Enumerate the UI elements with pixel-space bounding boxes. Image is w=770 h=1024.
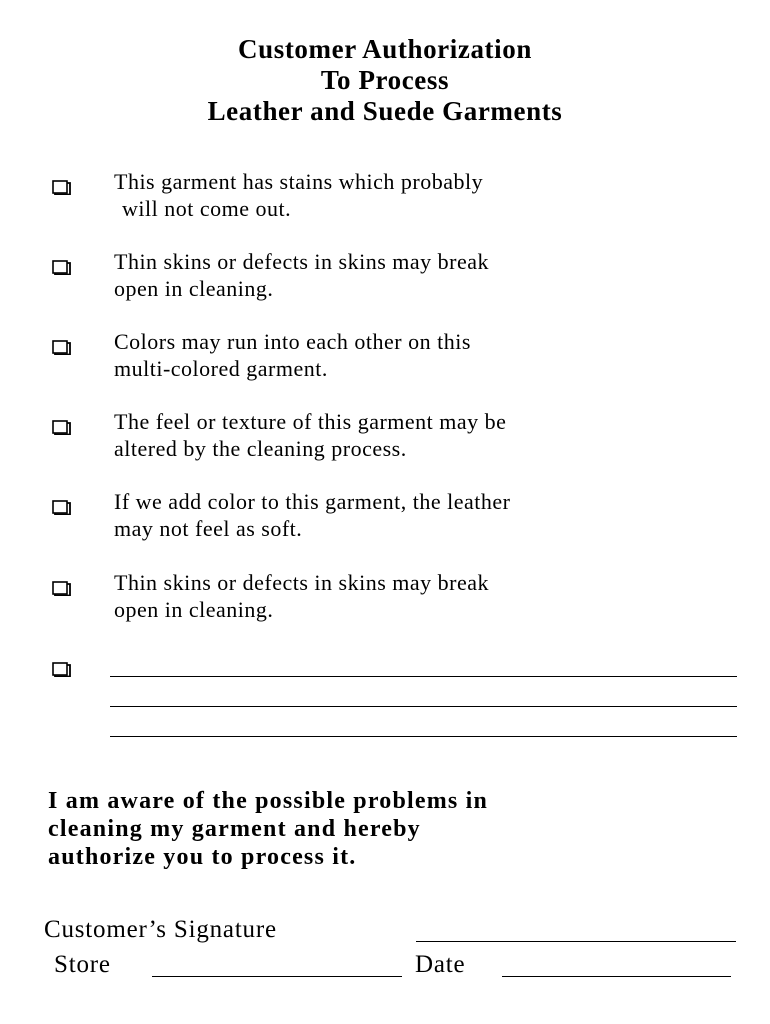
item-line-1: Thin skins or defects in skins may break (114, 570, 489, 595)
checklist-item-text (114, 488, 510, 542)
customer-signature-label: Customer’s Signature (44, 916, 277, 943)
item-line-2: open in cleaning. (114, 276, 274, 301)
checklist-item (0, 328, 770, 388)
item-line-1: The feel or texture of this garment may be (114, 409, 507, 434)
checklist-item (0, 569, 770, 629)
statement-line-2: cleaning my garment and hereby (48, 816, 421, 842)
item-line-2: multi-colored garment. (114, 356, 328, 381)
item-line-2: open in cleaning. (114, 597, 274, 622)
item-line-2: altered by the cleaning process. (114, 436, 407, 461)
store-field[interactable] (152, 976, 402, 977)
title-line-2: To Process (320, 65, 450, 95)
checkbox-icon[interactable] (52, 500, 71, 515)
write-in-line-1[interactable] (110, 676, 737, 677)
checkbox-icon[interactable] (52, 662, 71, 677)
checklist-item (0, 168, 770, 228)
checklist-item (0, 488, 770, 548)
checklist-item-text (114, 569, 489, 623)
checklist-item-text (114, 328, 471, 382)
item-line-1: Thin skins or defects in skins may break (114, 249, 489, 274)
checkbox-icon[interactable] (52, 420, 71, 435)
date-label: Date (415, 951, 466, 978)
checklist-item-text (114, 408, 506, 462)
checkbox-icon[interactable] (52, 340, 71, 355)
write-in-line-2[interactable] (110, 706, 737, 707)
title-line-3: Leather and Suede Garments (207, 96, 563, 126)
checkbox-icon[interactable] (52, 260, 71, 275)
store-label: Store (54, 951, 111, 978)
checklist-item (0, 248, 770, 308)
checkbox-icon[interactable] (52, 581, 71, 596)
checklist-item-text (114, 168, 483, 222)
customer-signature-field[interactable] (416, 941, 736, 942)
checklist-item (0, 408, 770, 468)
authorization-statement (48, 787, 488, 871)
checkbox-icon[interactable] (52, 180, 71, 195)
statement-line-3: authorize you to process it. (48, 844, 357, 870)
date-field[interactable] (502, 976, 731, 977)
item-line-2: will not come out. (122, 196, 292, 221)
item-line-1: This garment has stains which probably (114, 169, 484, 194)
title-line-1: Customer Authorization (238, 34, 532, 64)
checklist-item-other (0, 655, 770, 745)
item-line-2: may not feel as soft. (114, 516, 303, 541)
write-in-line-3[interactable] (110, 736, 737, 737)
item-line-1: If we add color to this garment, the leather (114, 489, 511, 514)
form-title (0, 34, 770, 127)
statement-line-1: I am aware of the possible problems in (48, 788, 489, 814)
checklist-item-text (114, 248, 489, 302)
item-line-1: Colors may run into each other on this (114, 329, 471, 354)
